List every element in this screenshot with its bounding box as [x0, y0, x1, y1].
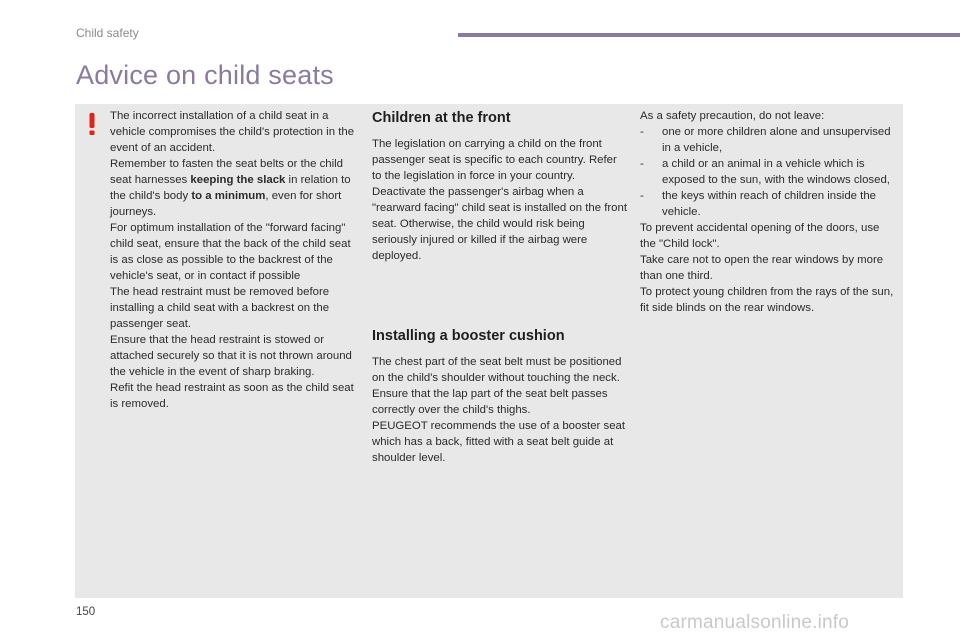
page-number: 150 [76, 606, 96, 618]
warning-paragraph: The head restraint must be removed before installing a child seat with a backrest on the passenger seat. [110, 286, 330, 330]
emphasis: keeping the slack [190, 174, 286, 186]
belt-paragraph: Remember to fasten the seat belts or the child seat harnesses keeping the slack in relation to the child's body to a minimum, even for short journeys. [110, 158, 351, 218]
page-title: Advice on child seats [76, 60, 334, 90]
booster-heading: Installing a booster cushion [372, 328, 565, 344]
warning-paragraph: Ensure that the head restraint is stowed or attached securely so that it is not thrown around the vehicle in the event of sharp braking. [110, 334, 352, 378]
list-item: - one or more children alone and unsupervised in a vehicle, [640, 126, 891, 154]
precautions-paragraph: To prevent accidental opening of the doors, use the "Child lock". [640, 222, 880, 250]
warning-paragraph: Refit the head restraint as soon as the child seat is removed. [110, 382, 354, 410]
list-item: - the keys within reach of children inside the vehicle. [640, 190, 877, 218]
emphasis: to a minimum [191, 190, 266, 202]
precautions-column [640, 108, 895, 316]
booster-paragraph: Ensure that the lap part of the seat belt passes correctly over the child's thighs. [372, 388, 608, 416]
warning-paragraph: For optimum installation of the "forward facing" child seat, ensure that the back of the child seat is as close as possible to the backrest of the vehicle's seat, or in contact if possible [110, 222, 351, 282]
front-paragraph: The legislation on carrying a child on the front passenger seat is specific to each country. Refer to the legislation in force in your country. [372, 138, 617, 182]
warning-column [110, 108, 360, 412]
list-item: - a child or an animal in a vehicle which is exposed to the sun, with the windows closed, [640, 158, 890, 186]
precautions-intro: As a safety precaution, do not leave: [640, 110, 825, 122]
middle-column [372, 108, 628, 466]
section-title: Child safety [76, 26, 139, 40]
front-paragraph: Deactivate the passenger's airbag when a "rearward facing" child seat is installed on the front seat. Otherwise, the child would risk being seriously injured or killed if the airbag were deployed. [372, 186, 628, 262]
warning-paragraph: The incorrect installation of a child seat in a vehicle compromises the child's protection in the event of an accident. [110, 110, 355, 154]
booster-paragraph: PEUGEOT recommends the use of a booster seat which has a back, fitted with a seat belt guide at shoulder level. [372, 420, 626, 464]
precautions-paragraph: To protect young children from the rays of the sun, fit side blinds on the rear windows. [640, 286, 894, 314]
front-heading: Children at the front [372, 110, 511, 126]
booster-paragraph: The chest part of the seat belt must be positioned on the child's shoulder without touching the neck. [372, 356, 622, 384]
precautions-paragraph: Take care not to open the rear windows by more than one third. [640, 254, 884, 282]
header-accent-bar [458, 33, 960, 37]
watermark: carmanualsonline.info [660, 612, 850, 633]
exclamation-icon [85, 112, 99, 136]
